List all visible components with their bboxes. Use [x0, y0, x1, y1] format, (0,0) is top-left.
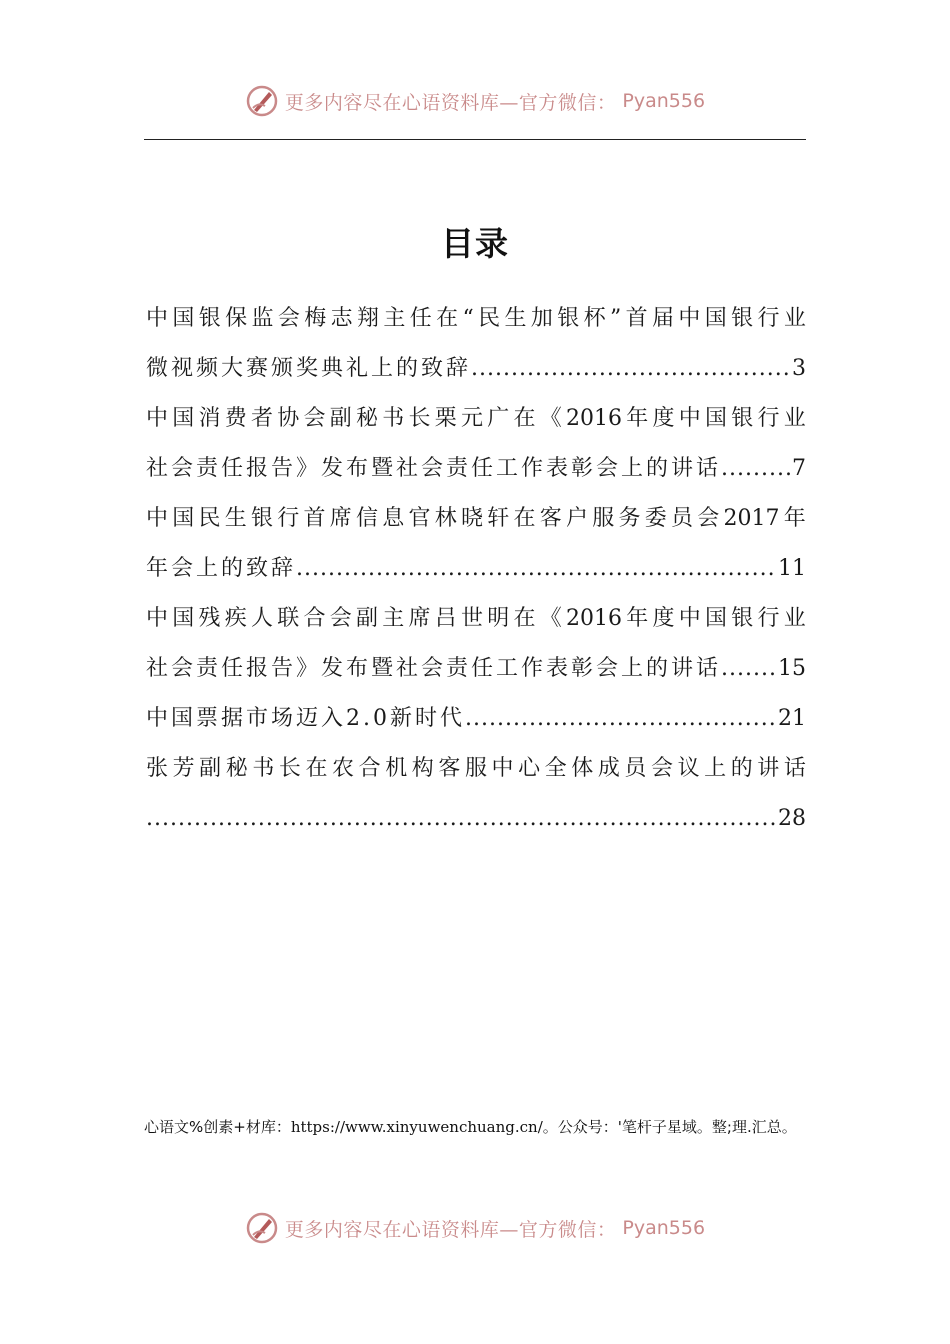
toc-entry-1-line-1[interactable]: [146, 294, 806, 344]
toc-char: 委: [644, 506, 667, 531]
toc-char: 世: [461, 606, 484, 631]
toc-char: 会: [697, 506, 720, 531]
toc-char: 《: [539, 606, 562, 631]
toc-leader-dots: [146, 794, 776, 844]
toc-char: 会: [277, 306, 300, 331]
toc-char: 中: [678, 406, 701, 431]
toc-char: 中: [491, 756, 514, 781]
toc-char: 国: [172, 306, 195, 331]
toc-page-number: 7: [792, 456, 806, 481]
toc-char: 行: [757, 606, 780, 631]
toc-char: 栗: [434, 406, 457, 431]
toc-char: 行: [757, 306, 780, 331]
toc-char: 会: [650, 756, 673, 781]
toc-leader-dots: [296, 544, 776, 594]
watermark-text: 更多内容尽在心语资料库—官方微信：: [284, 91, 617, 114]
toc-char: 议: [677, 756, 700, 781]
toc-char: 疾: [224, 606, 247, 631]
toc-char: 服: [592, 506, 615, 531]
toc-entry-4-line-1[interactable]: [146, 594, 806, 644]
footnote-suffix: 。公众号：'笔杆子星域。整;理.汇总。: [542, 1118, 797, 1136]
toc-char: 国: [704, 406, 727, 431]
watermark-wechat-id: Pyan556: [622, 90, 706, 112]
toc-char: 业: [783, 406, 806, 431]
toc-char: 2016: [566, 606, 622, 631]
toc-char: 客: [539, 506, 562, 531]
toc-entry-1-line-2[interactable]: [146, 344, 806, 394]
toc-page-number: 3: [792, 356, 806, 381]
toc-char: 年: [783, 506, 806, 531]
quill-logo-icon: [245, 84, 279, 118]
toc-char: 中: [678, 606, 701, 631]
toc-char: 全: [544, 756, 567, 781]
toc-char: 度: [652, 406, 675, 431]
toc-char: 翔: [357, 306, 380, 331]
toc-char: 在: [513, 606, 536, 631]
toc-char: 副: [199, 756, 222, 781]
toc-char: 首: [303, 506, 326, 531]
toc-char: 业: [783, 606, 806, 631]
toc-char: 银: [198, 306, 221, 331]
toc-char: 年: [626, 406, 649, 431]
toc-char: 中: [678, 306, 701, 331]
toc-char: 副: [329, 406, 352, 431]
toc-char: 心: [518, 756, 541, 781]
toc-char: 首: [625, 306, 648, 331]
toc-char: 国: [172, 606, 195, 631]
toc-char: 的: [730, 756, 753, 781]
toc-char: 业: [783, 306, 806, 331]
toc-char: 元: [461, 406, 484, 431]
toc-char: 杯: [583, 306, 606, 331]
footer-watermark: [0, 1211, 950, 1245]
toc-char: 年: [626, 606, 649, 631]
toc-char: 话: [783, 756, 806, 781]
toc-char: 加: [530, 306, 553, 331]
toc-char: 上: [704, 756, 727, 781]
toc-page-number: 21: [778, 706, 806, 731]
toc-char: 人: [251, 606, 274, 631]
toc-char: 主: [382, 606, 405, 631]
toc-entry-text: 社会责任报告》发布暨社会责任工作表彰会上的讲话: [146, 456, 722, 481]
toc-char: 在: [305, 756, 328, 781]
toc-char: 消: [198, 406, 221, 431]
toc-char: 息: [382, 506, 405, 531]
toc-char: 生: [504, 306, 527, 331]
toc-char: 监: [251, 306, 274, 331]
toc-char: 中: [146, 506, 169, 531]
toc-char: 费: [224, 406, 247, 431]
toc-char: 者: [251, 406, 274, 431]
footnote-url[interactable]: https://www.xinyuwenchuang.cn/: [290, 1118, 543, 1136]
toc-char: 明: [487, 606, 510, 631]
toc-char: 户: [566, 506, 589, 531]
toc-char: 席: [408, 606, 431, 631]
toc-char: 合: [358, 756, 381, 781]
toc-char: 张: [146, 756, 169, 781]
footnote-prefix: 心语文%创素+材库：: [144, 1118, 291, 1136]
toc-char: 客: [438, 756, 461, 781]
toc-char: 联: [277, 606, 300, 631]
header-watermark: [0, 84, 950, 118]
toc-char: 银: [731, 306, 754, 331]
toc-char: 国: [172, 406, 195, 431]
toc-char: 机: [385, 756, 408, 781]
page-title: 目录: [441, 224, 509, 263]
toc-char: 民: [478, 306, 501, 331]
toc-entry-3-line-1[interactable]: [146, 494, 806, 544]
toc-char: 员: [624, 756, 647, 781]
toc-char: 构: [411, 756, 434, 781]
toc-leader-dots: [471, 344, 790, 394]
toc-char: 副: [356, 606, 379, 631]
toc-entry-text: 年会上的致辞: [146, 556, 297, 581]
toc-char: “: [462, 306, 474, 331]
toc-leader-dots: [721, 444, 790, 494]
toc-char: 主: [383, 306, 406, 331]
toc-char: 中: [146, 306, 169, 331]
toc-char: 国: [172, 506, 195, 531]
toc-page-number: 28: [778, 806, 806, 831]
toc-char: 任: [409, 306, 432, 331]
footnote: [144, 1114, 806, 1140]
toc-char: 银: [731, 406, 754, 431]
toc-char: 员: [671, 506, 694, 531]
table-of-contents: [146, 294, 806, 844]
toc-char: 国: [704, 606, 727, 631]
toc-char: 农: [332, 756, 355, 781]
toc-char: 合: [303, 606, 326, 631]
toc-char: 信: [356, 506, 379, 531]
toc-char: 度: [652, 606, 675, 631]
toc-char: 国: [704, 306, 727, 331]
toc-entry-4-line-2[interactable]: [146, 644, 806, 694]
toc-entry-text: 社会责任报告》发布暨社会责任工作表彰会上的讲话: [146, 656, 722, 681]
header-divider: [144, 139, 806, 140]
toc-char: 保: [225, 306, 248, 331]
toc-char: 2016: [566, 406, 622, 431]
toc-leader-dots: [721, 644, 776, 694]
toc-char: ”: [609, 306, 622, 331]
toc-char: 银: [557, 306, 580, 331]
toc-char: 行: [757, 406, 780, 431]
toc-char: 秘: [356, 406, 379, 431]
toc-char: 秘: [225, 756, 248, 781]
toc-char: 长: [278, 756, 301, 781]
toc-char: 吕: [434, 606, 457, 631]
toc-char: 银: [731, 606, 754, 631]
toc-entry-2-line-2[interactable]: [146, 444, 806, 494]
toc-char: 《: [539, 406, 562, 431]
toc-char: 生: [224, 506, 247, 531]
toc-char: 志: [330, 306, 353, 331]
toc-entry-6-line-1[interactable]: [146, 744, 806, 794]
toc-char: 协: [277, 406, 300, 431]
watermark-wechat-id: Pyan556: [622, 1217, 706, 1239]
toc-page-number: 15: [778, 656, 806, 681]
toc-char: 书: [252, 756, 275, 781]
toc-char: 在: [436, 306, 459, 331]
toc-entry-5[interactable]: [146, 694, 806, 744]
toc-char: 书: [382, 406, 405, 431]
toc-char: 残: [198, 606, 221, 631]
toc-char: 务: [618, 506, 641, 531]
toc-char: 中: [146, 606, 169, 631]
toc-char: 讲: [757, 756, 780, 781]
watermark-text: 更多内容尽在心语资料库—官方微信：: [284, 1218, 617, 1241]
toc-entry-2-line-1[interactable]: [146, 394, 806, 444]
toc-char: 芳: [172, 756, 195, 781]
toc-char: 席: [329, 506, 352, 531]
toc-char: 官: [408, 506, 431, 531]
toc-char: 梅: [304, 306, 327, 331]
toc-char: 晓: [461, 506, 484, 531]
toc-char: 会: [329, 606, 352, 631]
toc-entry-3-line-2[interactable]: [146, 544, 806, 594]
toc-char: 在: [513, 406, 536, 431]
toc-char: 成: [597, 756, 620, 781]
toc-char: 林: [434, 506, 457, 531]
toc-entry-text: 微视频大赛颁奖典礼上的致辞: [146, 356, 472, 381]
toc-entry-6-line-2[interactable]: [146, 794, 806, 844]
toc-char: 服: [464, 756, 487, 781]
toc-page-number: 11: [778, 556, 806, 581]
toc-entry-text: 中国票据市场迈入2.0新时代: [146, 706, 465, 731]
quill-logo-icon: [245, 1211, 279, 1245]
toc-char: 届: [651, 306, 674, 331]
toc-char: 广: [487, 406, 510, 431]
toc-char: 2017: [723, 506, 780, 531]
toc-char: 中: [146, 406, 169, 431]
toc-char: 民: [198, 506, 221, 531]
toc-leader-dots: [465, 694, 776, 744]
toc-char: 轩: [487, 506, 510, 531]
toc-char: 在: [513, 506, 536, 531]
toc-char: 行: [277, 506, 300, 531]
toc-char: 会: [303, 406, 326, 431]
toc-char: 长: [408, 406, 431, 431]
toc-char: 银: [251, 506, 274, 531]
toc-char: 体: [571, 756, 594, 781]
